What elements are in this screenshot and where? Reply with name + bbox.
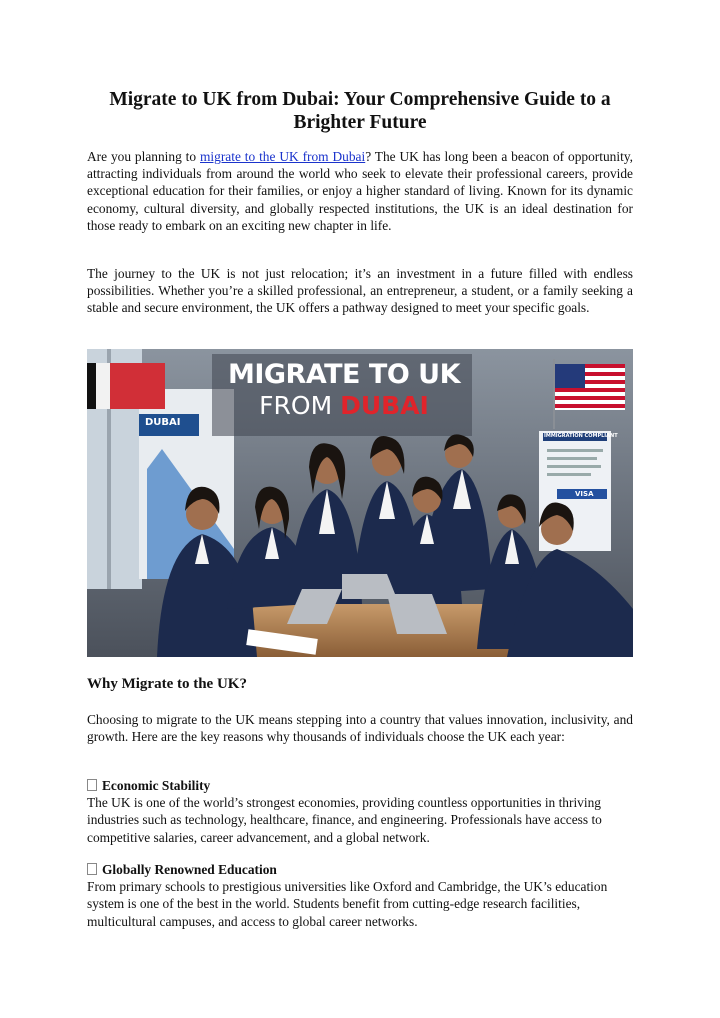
hero-headline (219, 359, 469, 421)
intro-text-start: Are you planning to (87, 149, 200, 164)
feature-title: Globally Renowned Education (102, 862, 277, 877)
missing-glyph-icon (87, 779, 97, 791)
intro-text-rest: ? The UK has long been a beacon of opportunity, attracting individuals from around the world who seek to elevate their professional careers, provide exceptional education for their families, or enjoy a higher standard of living. Known for its dynamic economy, cultural diversity, and globally respected institutions, the UK is an ideal destination for those ready to embark on an exciting new chapter in life. (87, 149, 633, 233)
section-intro (87, 711, 633, 745)
intro-paragraph (87, 148, 633, 234)
migrate-uk-link[interactable]: migrate to the UK from Dubai (200, 149, 366, 164)
feature-text: From primary schools to prestigious universities like Oxford and Cambridge, the UK’s education system is one of the best in the world. Students benefit from cutting-edge research facilities, multicultural campuses, and access to global career networks. (87, 879, 608, 929)
hero-headline-dubai: DUBAI (340, 391, 429, 420)
hero-sign-label: DUBAI (145, 417, 181, 428)
feature-title: Economic Stability (102, 778, 211, 793)
second-paragraph-text: The journey to the UK is not just relocation; it’s an investment in a future filled with endless possibilities. Whether you’re a skilled professional, an entrepreneur, a student, or a family seeking a stable and secure environment, the UK offers a pathway designed to meet your specific goals. (87, 266, 633, 316)
article-title: Migrate to UK from Dubai: Your Comprehensive Guide to a Brighter Future (109, 89, 611, 133)
section-heading: Why Migrate to the UK? (87, 676, 247, 692)
hero-doc-visa: VISA (575, 490, 594, 498)
missing-glyph-icon (87, 863, 97, 875)
hero-doc-header: IMMIGRATION COMPLIANT (544, 433, 618, 439)
section-intro-text: Choosing to migrate to the UK means stepping into a country that values innovation, inclusivity, and growth. Here are the key reasons why thousands of individuals choose the UK each year: (87, 712, 633, 745)
hero-headline-line2 (219, 391, 469, 421)
second-paragraph (87, 265, 633, 317)
feature-item (87, 861, 633, 930)
hero-headline-line1: MIGRATE TO UK (227, 359, 461, 390)
feature-item (87, 777, 633, 846)
hero-image (87, 349, 633, 657)
feature-text: The UK is one of the world’s strongest economies, providing countless opportunities in thriving industries such as technology, healthcare, finance, and engineering. Professionals have access to competitive salaries, career advancement, and a global network. (87, 795, 602, 845)
hero-headline-from: FROM (259, 391, 341, 420)
